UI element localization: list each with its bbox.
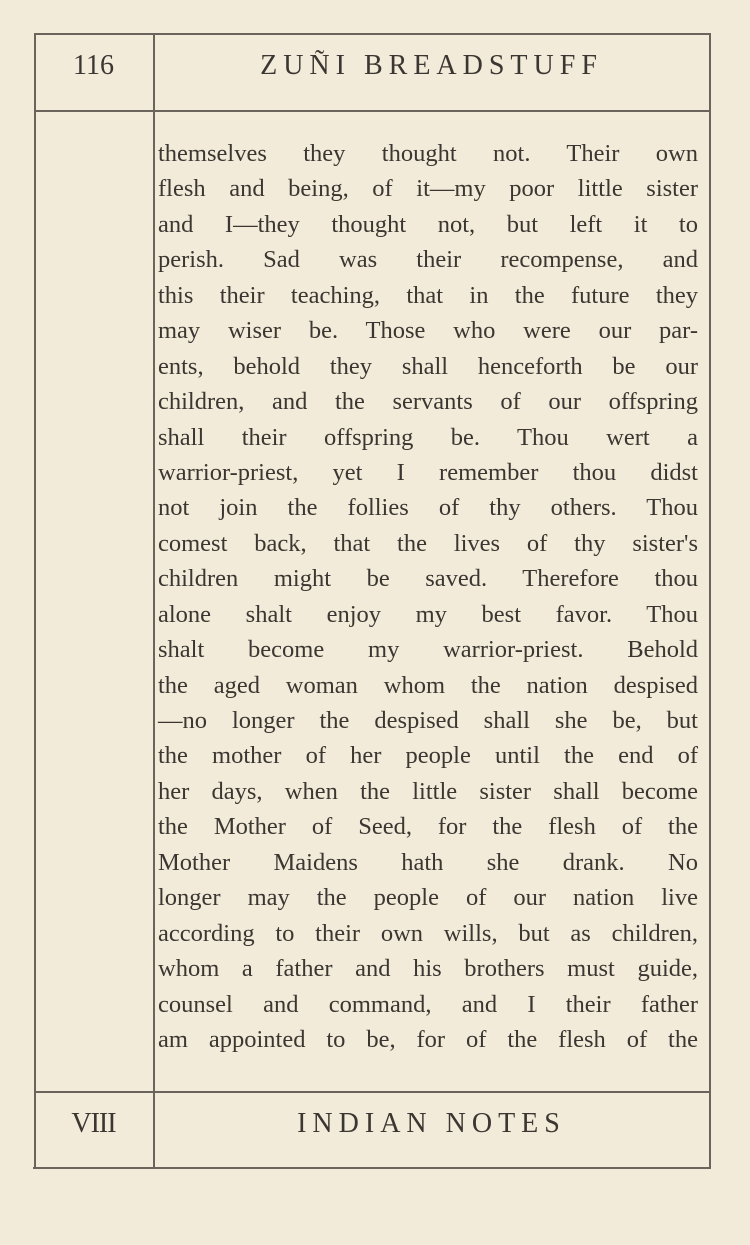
text-line: alone shalt enjoy my best favor. Thou (158, 600, 698, 628)
frame-right-rule (709, 33, 711, 1169)
running-title: ZUÑI BREADSTUFF (260, 50, 603, 81)
footer-top-rule (34, 1091, 710, 1093)
frame-bottom-rule (33, 1167, 710, 1169)
text-line: this their teaching, that in the future they (158, 281, 698, 309)
page-number: 116 (73, 50, 114, 81)
header-bottom-rule (34, 110, 711, 112)
text-line: am appointed to be, for of the flesh of the (158, 1025, 698, 1053)
text-line: shall their offspring be. Thou wert a (158, 423, 698, 451)
text-line: and I—they thought not, but left it to (158, 210, 698, 238)
text-line: counsel and command, and I their father (158, 990, 698, 1018)
volume-number: VIII (71, 1108, 116, 1139)
text-line: comest back, that the lives of thy sister's (158, 529, 698, 557)
text-line: may wiser be. Those who were our par- (158, 317, 698, 345)
text-line: warrior-priest, yet I remember thou didst (158, 458, 698, 486)
text-line: ents, behold they shall henceforth be our (158, 352, 698, 380)
text-line: children might be saved. Therefore thou (158, 565, 698, 593)
text-line: themselves they thought not. Their own (158, 140, 698, 167)
body-text (158, 136, 698, 1057)
text-line: Mother Maidens hath she drank. No (158, 848, 698, 876)
text-line: the aged woman whom the nation despised (158, 671, 698, 699)
column-divider-rule (153, 33, 155, 1169)
text-line: shalt become my warrior-priest. Behold (158, 636, 698, 664)
text-line: the mother of her people until the end of (158, 742, 698, 770)
frame-left-rule (34, 33, 36, 1169)
text-line: flesh and being, of it—my poor little sister (158, 175, 698, 203)
frame-top-rule (34, 33, 711, 35)
text-line: —no longer the despised shall she be, but (158, 707, 698, 734)
text-line: not join the follies of thy others. Thou (158, 494, 698, 522)
text-line: her days, when the little sister shall become (158, 777, 698, 805)
text-line: perish. Sad was their recompense, and (158, 246, 698, 274)
text-line: longer may the people of our nation live (158, 884, 698, 912)
text-line: the Mother of Seed, for the flesh of the (158, 813, 698, 841)
text-line: according to their own wills, but as children, (158, 919, 698, 947)
series-title: INDIAN NOTES (297, 1108, 566, 1139)
text-line: children, and the servants of our offspring (158, 388, 698, 416)
text-line: whom a father and his brothers must guide, (158, 955, 698, 983)
